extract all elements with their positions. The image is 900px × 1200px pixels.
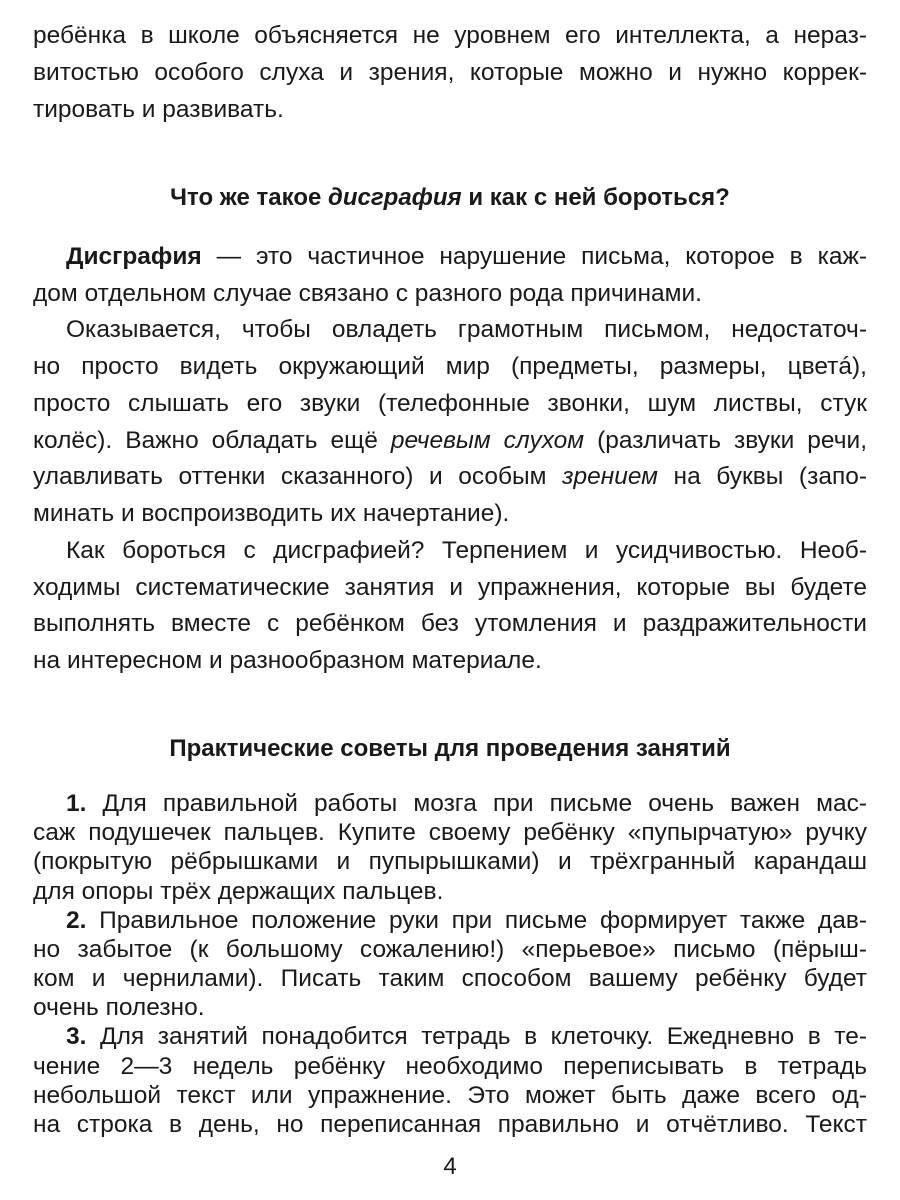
tip2-text: Правильное положение руки при письме формирует также дав- bbox=[86, 907, 867, 934]
tip2-line-1 bbox=[66, 906, 867, 936]
tip3-text: Для занятий понадобится тетрадь в клеточку. Ежедневно в те- bbox=[86, 1023, 867, 1050]
paragraph3-line-2: ходимы систематические занятия и упражнения, которые вы будете bbox=[33, 574, 867, 601]
tip3-line-1 bbox=[66, 1022, 867, 1052]
paragraph2-line-2: но просто видеть окружающий мир (предметы, размеры, цветá), bbox=[33, 353, 867, 380]
paragraph3-line-3: выполнять вместе с ребёнком без утомления и раздражительности bbox=[33, 610, 867, 637]
definition-text: — это частичное нарушение письма, которое в каж- bbox=[201, 243, 867, 270]
paragraph2-line-1: Оказывается, чтобы овладеть грамотным письмом, недостаточ- bbox=[66, 316, 867, 343]
tip3-number: 3. bbox=[66, 1023, 87, 1050]
definition-line-1 bbox=[66, 238, 867, 276]
paragraph2-line-6: минать и воспроизводить их начертание). bbox=[33, 500, 510, 527]
tip3-line-3: небольшой текст или упражнение. Это может быть даже всего од- bbox=[33, 1082, 867, 1109]
heading-text-em: дисграфия bbox=[328, 184, 462, 211]
p2l4-post: (различать звуки речи, bbox=[584, 427, 867, 454]
heading-text-pre: Что же такое bbox=[170, 184, 328, 211]
paragraph2-line-4 bbox=[33, 422, 867, 460]
heading-text-post: и как с ней бороться? bbox=[461, 184, 730, 211]
tip1-number: 1. bbox=[66, 790, 87, 817]
paragraph3-line-1: Как бороться с дисграфией? Терпением и усидчивостью. Необ- bbox=[66, 537, 867, 564]
tip2-number: 2. bbox=[66, 907, 87, 934]
speech-hearing-term: речевым слухом bbox=[390, 427, 585, 454]
section-heading-practical-tips: Практические советы для проведения занятий bbox=[169, 735, 731, 762]
p2l5-post: на буквы (запо- bbox=[657, 463, 868, 490]
paragraph3-line-4: на интересном и разнообразном материале. bbox=[33, 647, 542, 674]
paragraph2-line-3: просто слышать его звуки (телефонные звонки, шум листвы, стук bbox=[33, 390, 867, 417]
tip2-line-3: ком и чернилами). Писать таким способом вашему ребёнку будет bbox=[33, 965, 867, 992]
section-heading-dysgraphia bbox=[0, 179, 900, 217]
p2l4-pre: колёс). Важно обладать ещё bbox=[33, 427, 391, 454]
definition-term: Дисграфия bbox=[66, 243, 202, 270]
tip1-line-2: саж подушечек пальцев. Купите своему ребёнку «пупырчатую» ручку bbox=[33, 819, 867, 846]
tip1-text: Для правильной работы мозга при письме очень важен мас- bbox=[86, 790, 867, 817]
tip2-line-4: очень полезно. bbox=[33, 994, 205, 1021]
p2l5-pre: улавливать оттенки сказанного) и особым bbox=[33, 463, 563, 490]
tip1-line-1 bbox=[66, 789, 867, 819]
tip1-line-3: (покрытую рёбрышками и пупырышками) и трёхгранный карандаш bbox=[33, 848, 867, 875]
tip1-line-4: для опоры трёх держащих пальцев. bbox=[33, 878, 444, 905]
intro-line-3: тировать и развивать. bbox=[33, 96, 284, 123]
tip3-line-4: на строка в день, но переписанная правильно и отчётливо. Текст bbox=[33, 1111, 867, 1138]
paragraph2-line-5 bbox=[33, 458, 867, 496]
tip3-line-2: чение 2—3 недель ребёнку необходимо переписывать в тетрадь bbox=[33, 1053, 867, 1080]
page-number: 4 bbox=[443, 1153, 457, 1180]
tip2-line-2: но забытое (к большому сожалению!) «перьевое» письмо (пёрыш- bbox=[33, 936, 867, 963]
intro-line-1: ребёнка в школе объясняется не уровнем его интеллекта, а нераз- bbox=[33, 22, 867, 49]
intro-line-2: витостью особого слуха и зрения, которые можно и нужно коррек- bbox=[33, 59, 867, 86]
vision-term: зрением bbox=[562, 463, 658, 490]
definition-line-2: дом отдельном случае связано с разного рода причинами. bbox=[33, 280, 702, 307]
